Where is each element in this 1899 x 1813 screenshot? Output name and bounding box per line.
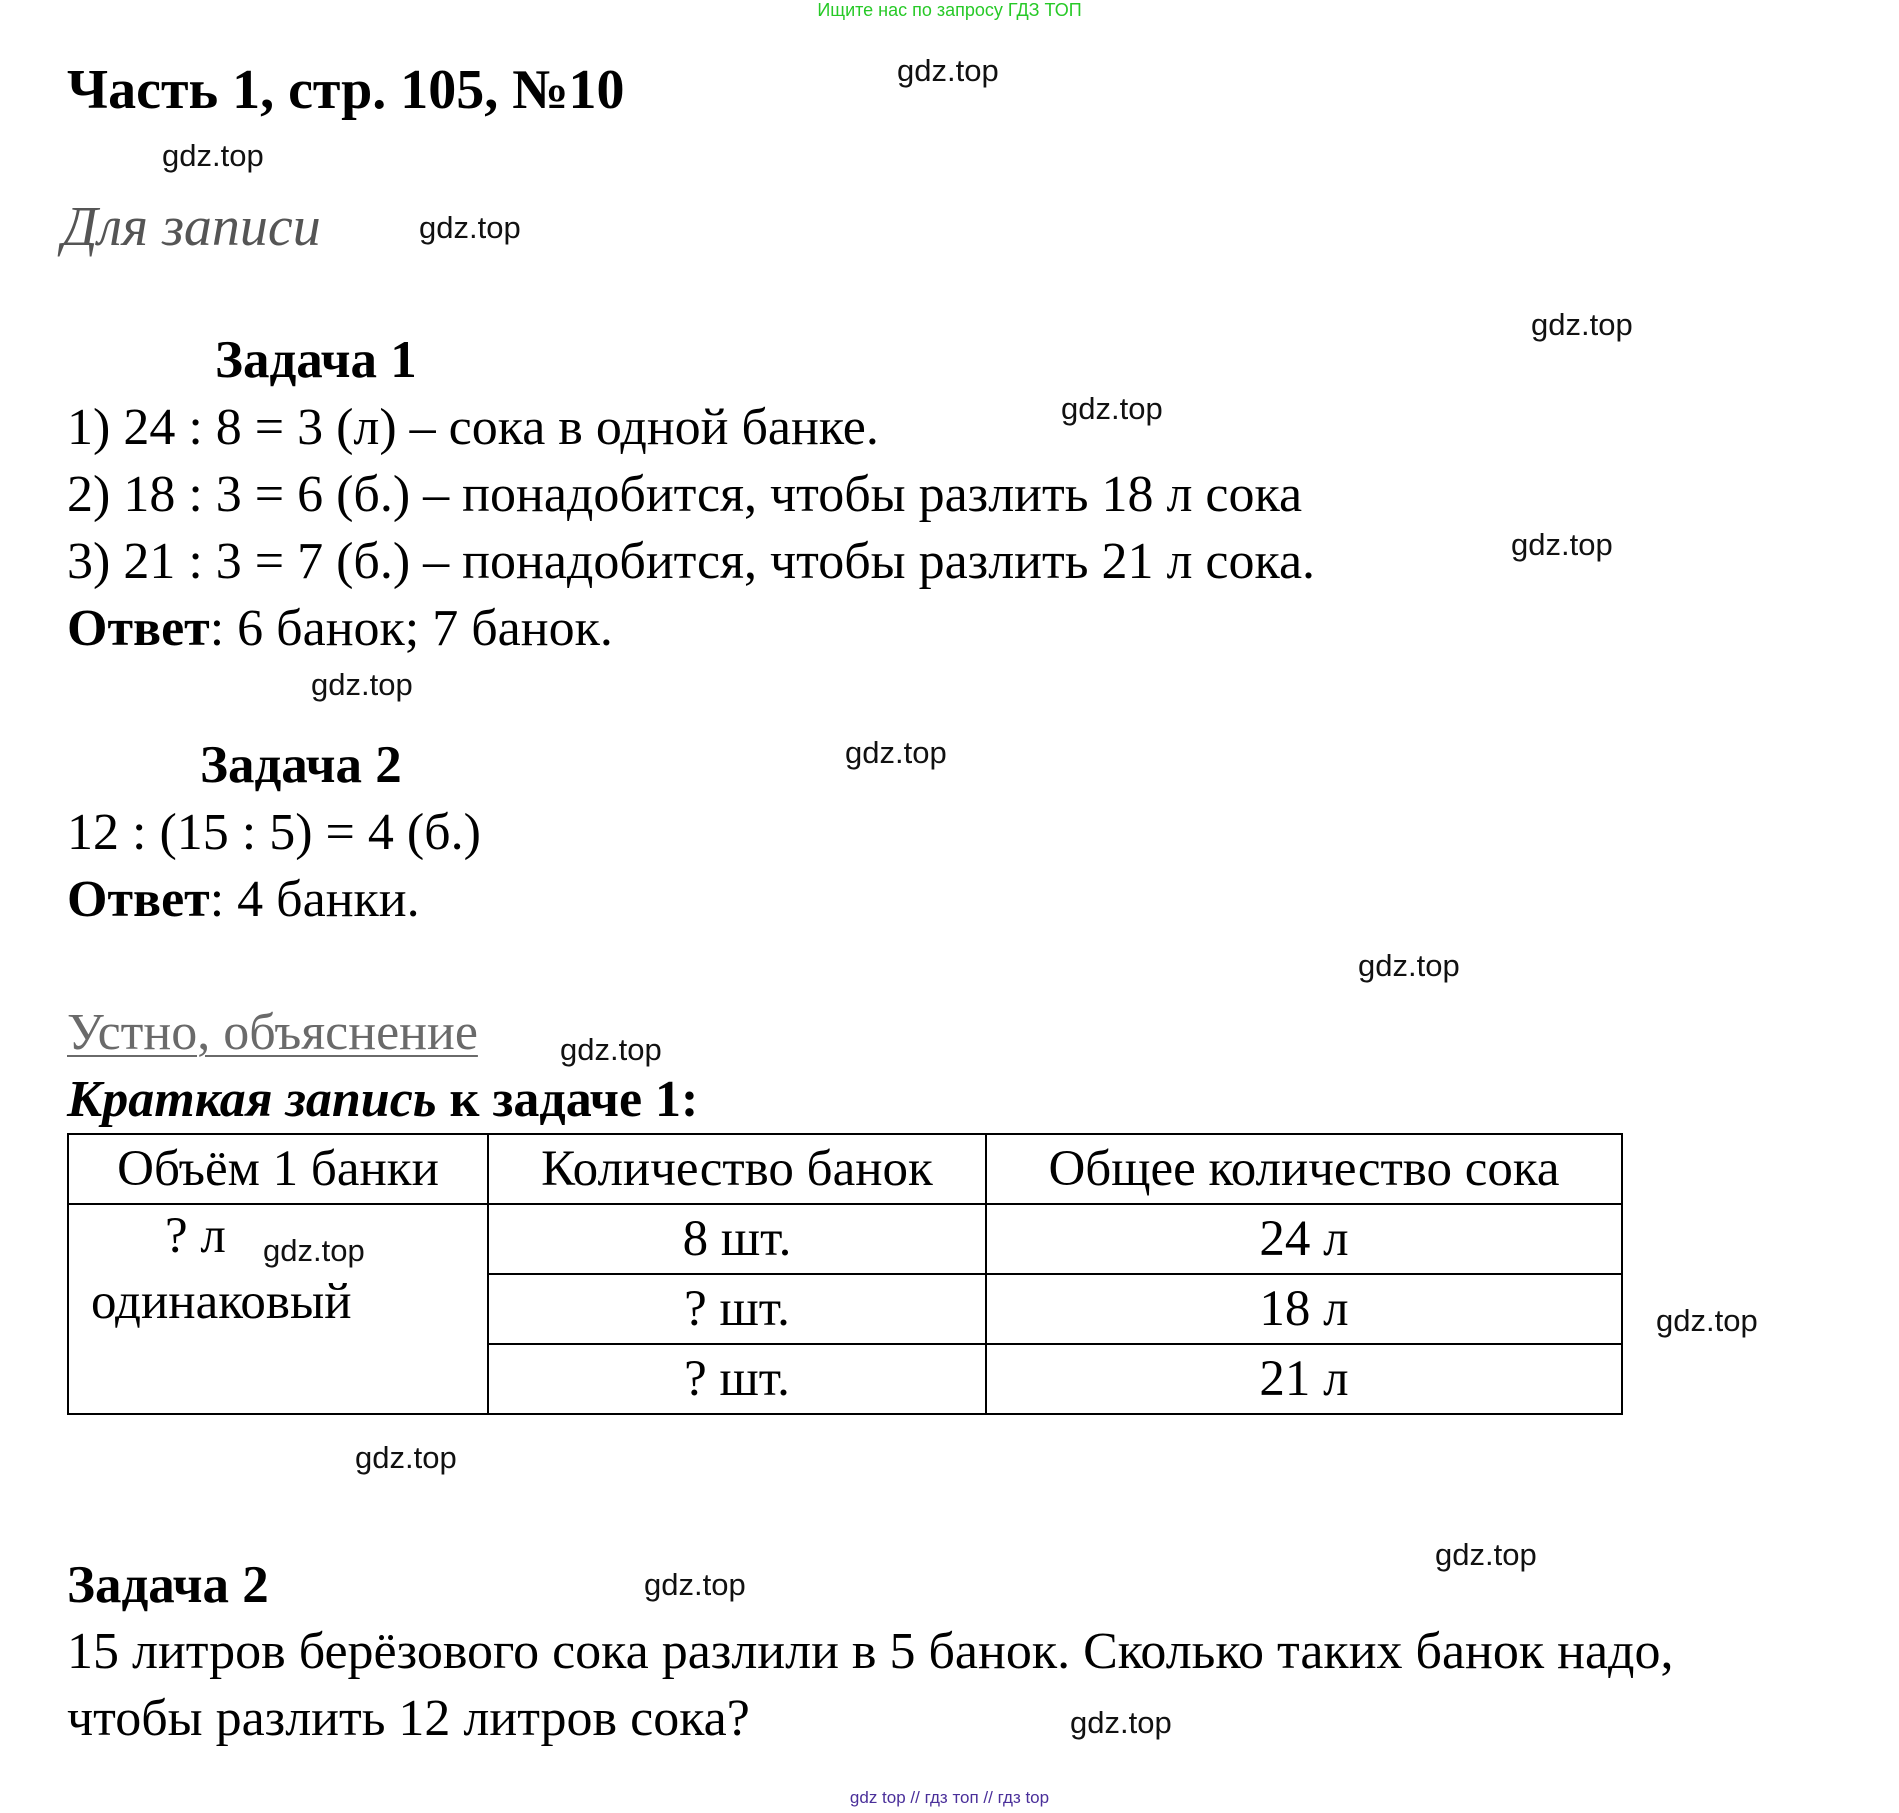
- count-cell: ? шт.: [488, 1274, 986, 1344]
- page-title: Часть 1, стр. 105, №10: [67, 59, 625, 121]
- section-subtitle: Для записи: [62, 196, 321, 258]
- short-record-table: [67, 1133, 1623, 1415]
- task2-heading: Задача 2: [200, 736, 402, 794]
- watermark: gdz.top: [162, 138, 264, 173]
- header-total: Общее количество сока: [986, 1134, 1622, 1204]
- total-cell: 21 л: [986, 1344, 1622, 1414]
- task1-heading: Задача 1: [215, 331, 417, 389]
- watermark: gdz.top: [1358, 948, 1460, 983]
- count-cell: ? шт.: [488, 1344, 986, 1414]
- count-cell: 8 шт.: [488, 1204, 986, 1274]
- oral-explanation-heading: Устно, объяснение: [67, 1004, 478, 1061]
- short-record-heading: [67, 1070, 698, 1129]
- task2-statement-line-2: чтобы разлить 12 литров сока?: [67, 1690, 750, 1747]
- task2-line: 12 : (15 : 5) = 4 (б.): [67, 804, 481, 861]
- task2-statement-line-1: 15 литров берёзового сока разлили в 5 банок. Сколько таких банок надо,: [67, 1623, 1674, 1680]
- watermark: gdz.top: [1435, 1537, 1537, 1572]
- watermark: gdz.top: [355, 1440, 457, 1475]
- task1-line-3: 3) 21 : 3 = 7 (б.) – понадобится, чтобы разлить 21 л сока.: [67, 533, 1316, 590]
- task1-line-1: 1) 24 : 8 = 3 (л) – сока в одной банке.: [67, 399, 879, 456]
- watermark: gdz.top: [1656, 1303, 1758, 1338]
- watermark: gdz.top: [845, 735, 947, 770]
- watermark: gdz.top: [1531, 307, 1633, 342]
- task2-answer: [67, 870, 420, 929]
- answer-label: Ответ: [67, 600, 210, 657]
- task2-statement-heading: Задача 2: [67, 1556, 269, 1614]
- watermark: gdz.top: [560, 1032, 662, 1067]
- watermark: gdz.top: [1061, 391, 1163, 426]
- table-header-row: [68, 1134, 1622, 1204]
- watermark: gdz.top: [897, 53, 999, 88]
- volume-value: ? л: [165, 1208, 226, 1264]
- top-banner: Ищите нас по запросу ГДЗ ТОП: [817, 0, 1082, 20]
- watermark: gdz.top: [644, 1567, 746, 1602]
- watermark: gdz.top: [263, 1233, 365, 1268]
- total-cell: 18 л: [986, 1274, 1622, 1344]
- footer-links: gdz top // гдз топ // гдз top: [849, 1788, 1050, 1807]
- answer-text: : 4 банки.: [209, 871, 420, 928]
- total-cell: 24 л: [986, 1204, 1622, 1274]
- answer-text: : 6 банок; 7 банок.: [209, 600, 613, 657]
- watermark: gdz.top: [311, 667, 413, 702]
- volume-note: одинаковый: [91, 1274, 352, 1330]
- task1-answer: [67, 599, 613, 658]
- task1-line-2: 2) 18 : 3 = 6 (б.) – понадобится, чтобы разлить 18 л сока: [67, 466, 1303, 523]
- header-count: Количество банок: [488, 1134, 986, 1204]
- answer-label: Ответ: [67, 871, 210, 928]
- watermark: gdz.top: [419, 210, 521, 245]
- short-record-rest: к задаче 1:: [436, 1071, 699, 1128]
- watermark: gdz.top: [1511, 527, 1613, 562]
- watermark: gdz.top: [1070, 1705, 1172, 1740]
- short-record-italic: Краткая запись: [67, 1071, 437, 1128]
- header-volume: Объём 1 банки: [68, 1134, 488, 1204]
